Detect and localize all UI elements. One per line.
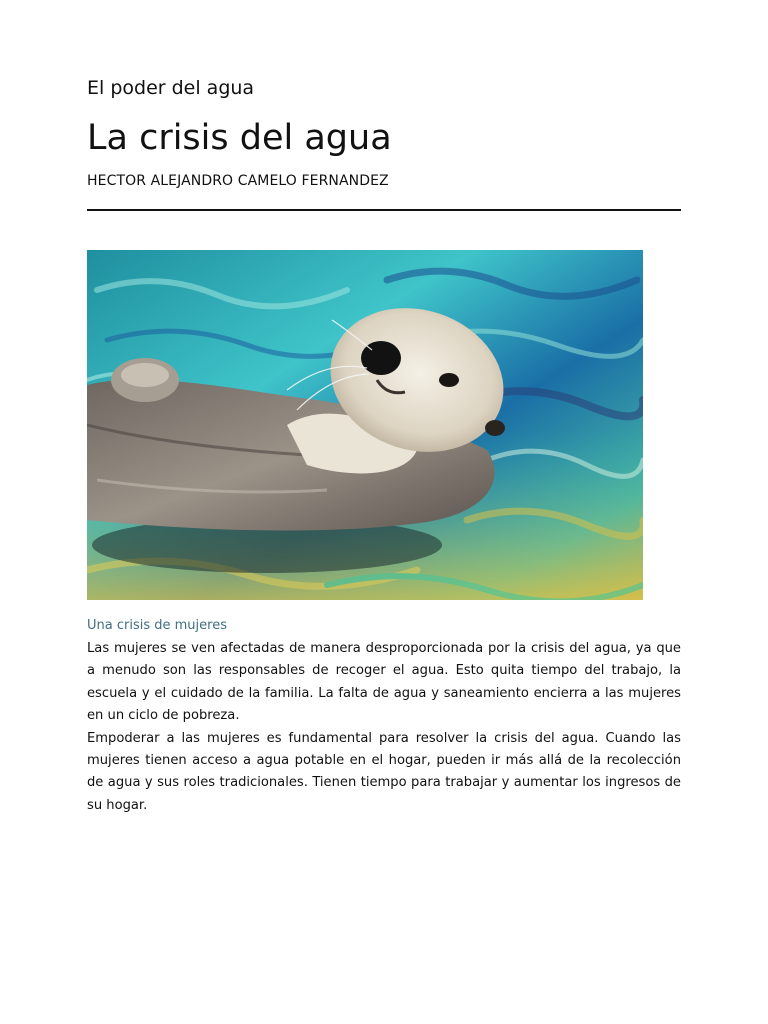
body-paragraph: Empoderar a las mujeres es fundamental para resolver la crisis del agua. Cuando las mujeres tienen acceso a agua potable en el hogar, pueden ir más allá de la recolección de agua y sus roles tradicionales. Tienen tiempo para trabajar y aumentar los ingresos de su hogar.: [87, 730, 681, 813]
document-title: La crisis del agua: [87, 118, 392, 158]
document-author: HECTOR ALEJANDRO CAMELO FERNANDEZ: [87, 173, 389, 189]
document-subtitle: El poder del agua: [87, 77, 255, 99]
body-paragraph: Las mujeres se ven afectadas de manera desproporcionada por la crisis del agua, ya que a menudo son las responsables de recoger el agua. Esto quita tiempo del trabajo, la escuela y el cuidado de la familia. La falta de agua y saneamiento encierra a las mujeres en un ciclo de pobreza.: [87, 641, 681, 724]
title-divider: [87, 209, 681, 211]
section-heading: Una crisis de mujeres: [87, 618, 227, 633]
section-body: [87, 638, 681, 817]
sea-otter-photo: [87, 250, 643, 600]
document-page: [87, 0, 681, 1024]
